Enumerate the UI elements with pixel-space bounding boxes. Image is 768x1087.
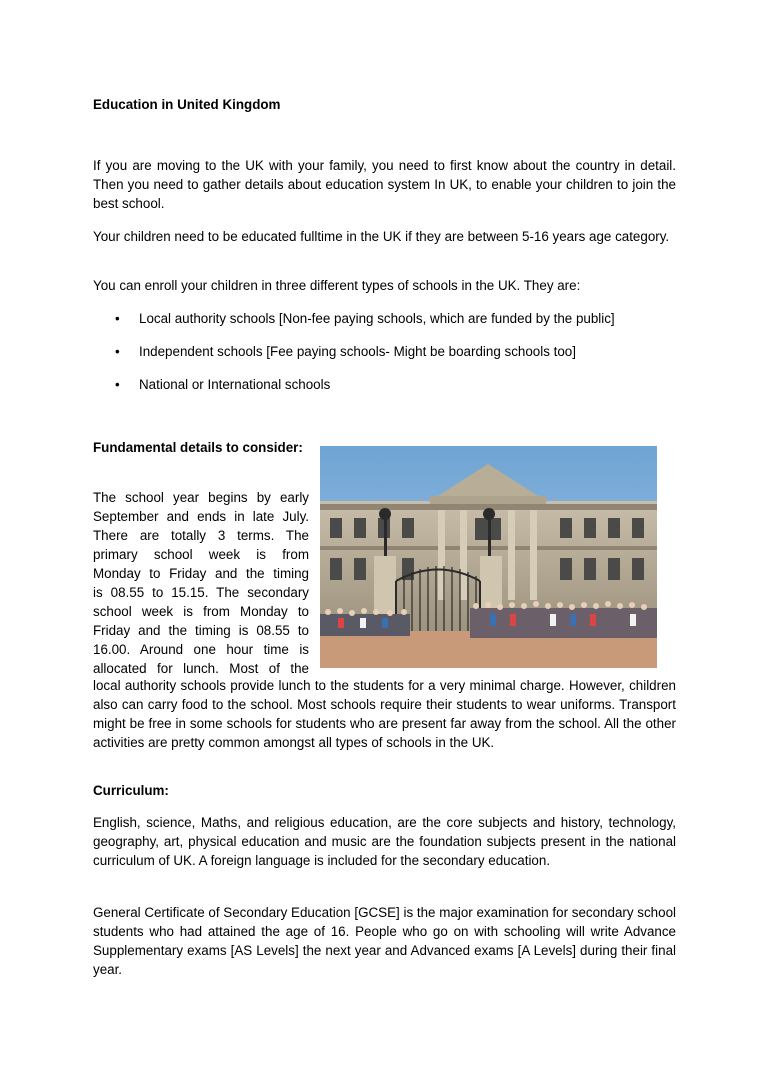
bullet-icon: • xyxy=(115,377,120,392)
curriculum-paragraph-1: English, science, Maths, and religious education, are the core subjects and history, technology, geography, art, physical education and music are the foundation subjects present in the national curriculum of UK. A foreign language is included for the secondary education. xyxy=(93,815,676,868)
wrapped-line: Friday and the timing is 08.55 to xyxy=(93,623,309,638)
wrapped-line: allocated for lunch. Most of the xyxy=(93,661,309,676)
wrapped-line: There are totally 3 terms. The xyxy=(93,528,309,543)
fundamental-heading: Fundamental details to consider: xyxy=(93,440,303,455)
wrapped-line: school week is from Monday to xyxy=(93,604,309,619)
fundamental-wrapped-text xyxy=(93,488,309,678)
wrapped-line: The school year begins by early xyxy=(93,490,309,505)
document-title: Education in United Kingdom xyxy=(93,97,281,112)
intro-paragraph-1: If you are moving to the UK with your family, you need to first know about the country in detail. Then you need to gather details about education system In UK, to enable your children to join the best school. xyxy=(93,158,676,211)
bullet-icon: • xyxy=(115,311,120,326)
intro-paragraph-3: You can enroll your children in three different types of schools in the UK. They are: xyxy=(93,278,581,293)
wrapped-line: 16.00. Around one hour time is xyxy=(93,642,309,657)
palace-photo xyxy=(320,446,657,668)
list-item-text: National or International schools xyxy=(139,377,331,392)
bullet-icon: • xyxy=(115,344,120,359)
curriculum-heading: Curriculum: xyxy=(93,783,169,798)
fundamental-continuation: local authority schools provide lunch to the students for a very minimal charge. However, children also can carry food to the school. Most schools require their students to wear uniforms. Transport might be free in some schools for students who are present far away from the school. All the other activities are pretty common amongst all types of schools in the UK. xyxy=(93,678,676,750)
wrapped-line: is 08.55 to 15.15. The secondary xyxy=(93,585,309,600)
wrapped-line: September and ends in late July. xyxy=(93,509,309,524)
curriculum-paragraph-2: General Certificate of Secondary Education [GCSE] is the major examination for secondary school students who had attained the age of 16. People who go on with schooling will write Advance Supplementary exams [AS Levels] the next year and Advanced exams [A Levels] during their final year. xyxy=(93,905,676,977)
intro-paragraph-2: Your children need to be educated fulltime in the UK if they are between 5-16 years age category. xyxy=(93,229,670,244)
list-item-text: Independent schools [Fee paying schools- Might be boarding schools too] xyxy=(139,344,576,359)
wrapped-line: primary school week is from xyxy=(93,547,309,562)
list-item-text: Local authority schools [Non-fee paying schools, which are funded by the public] xyxy=(139,311,615,326)
wrapped-line: Monday to Friday and the timing xyxy=(93,566,309,581)
